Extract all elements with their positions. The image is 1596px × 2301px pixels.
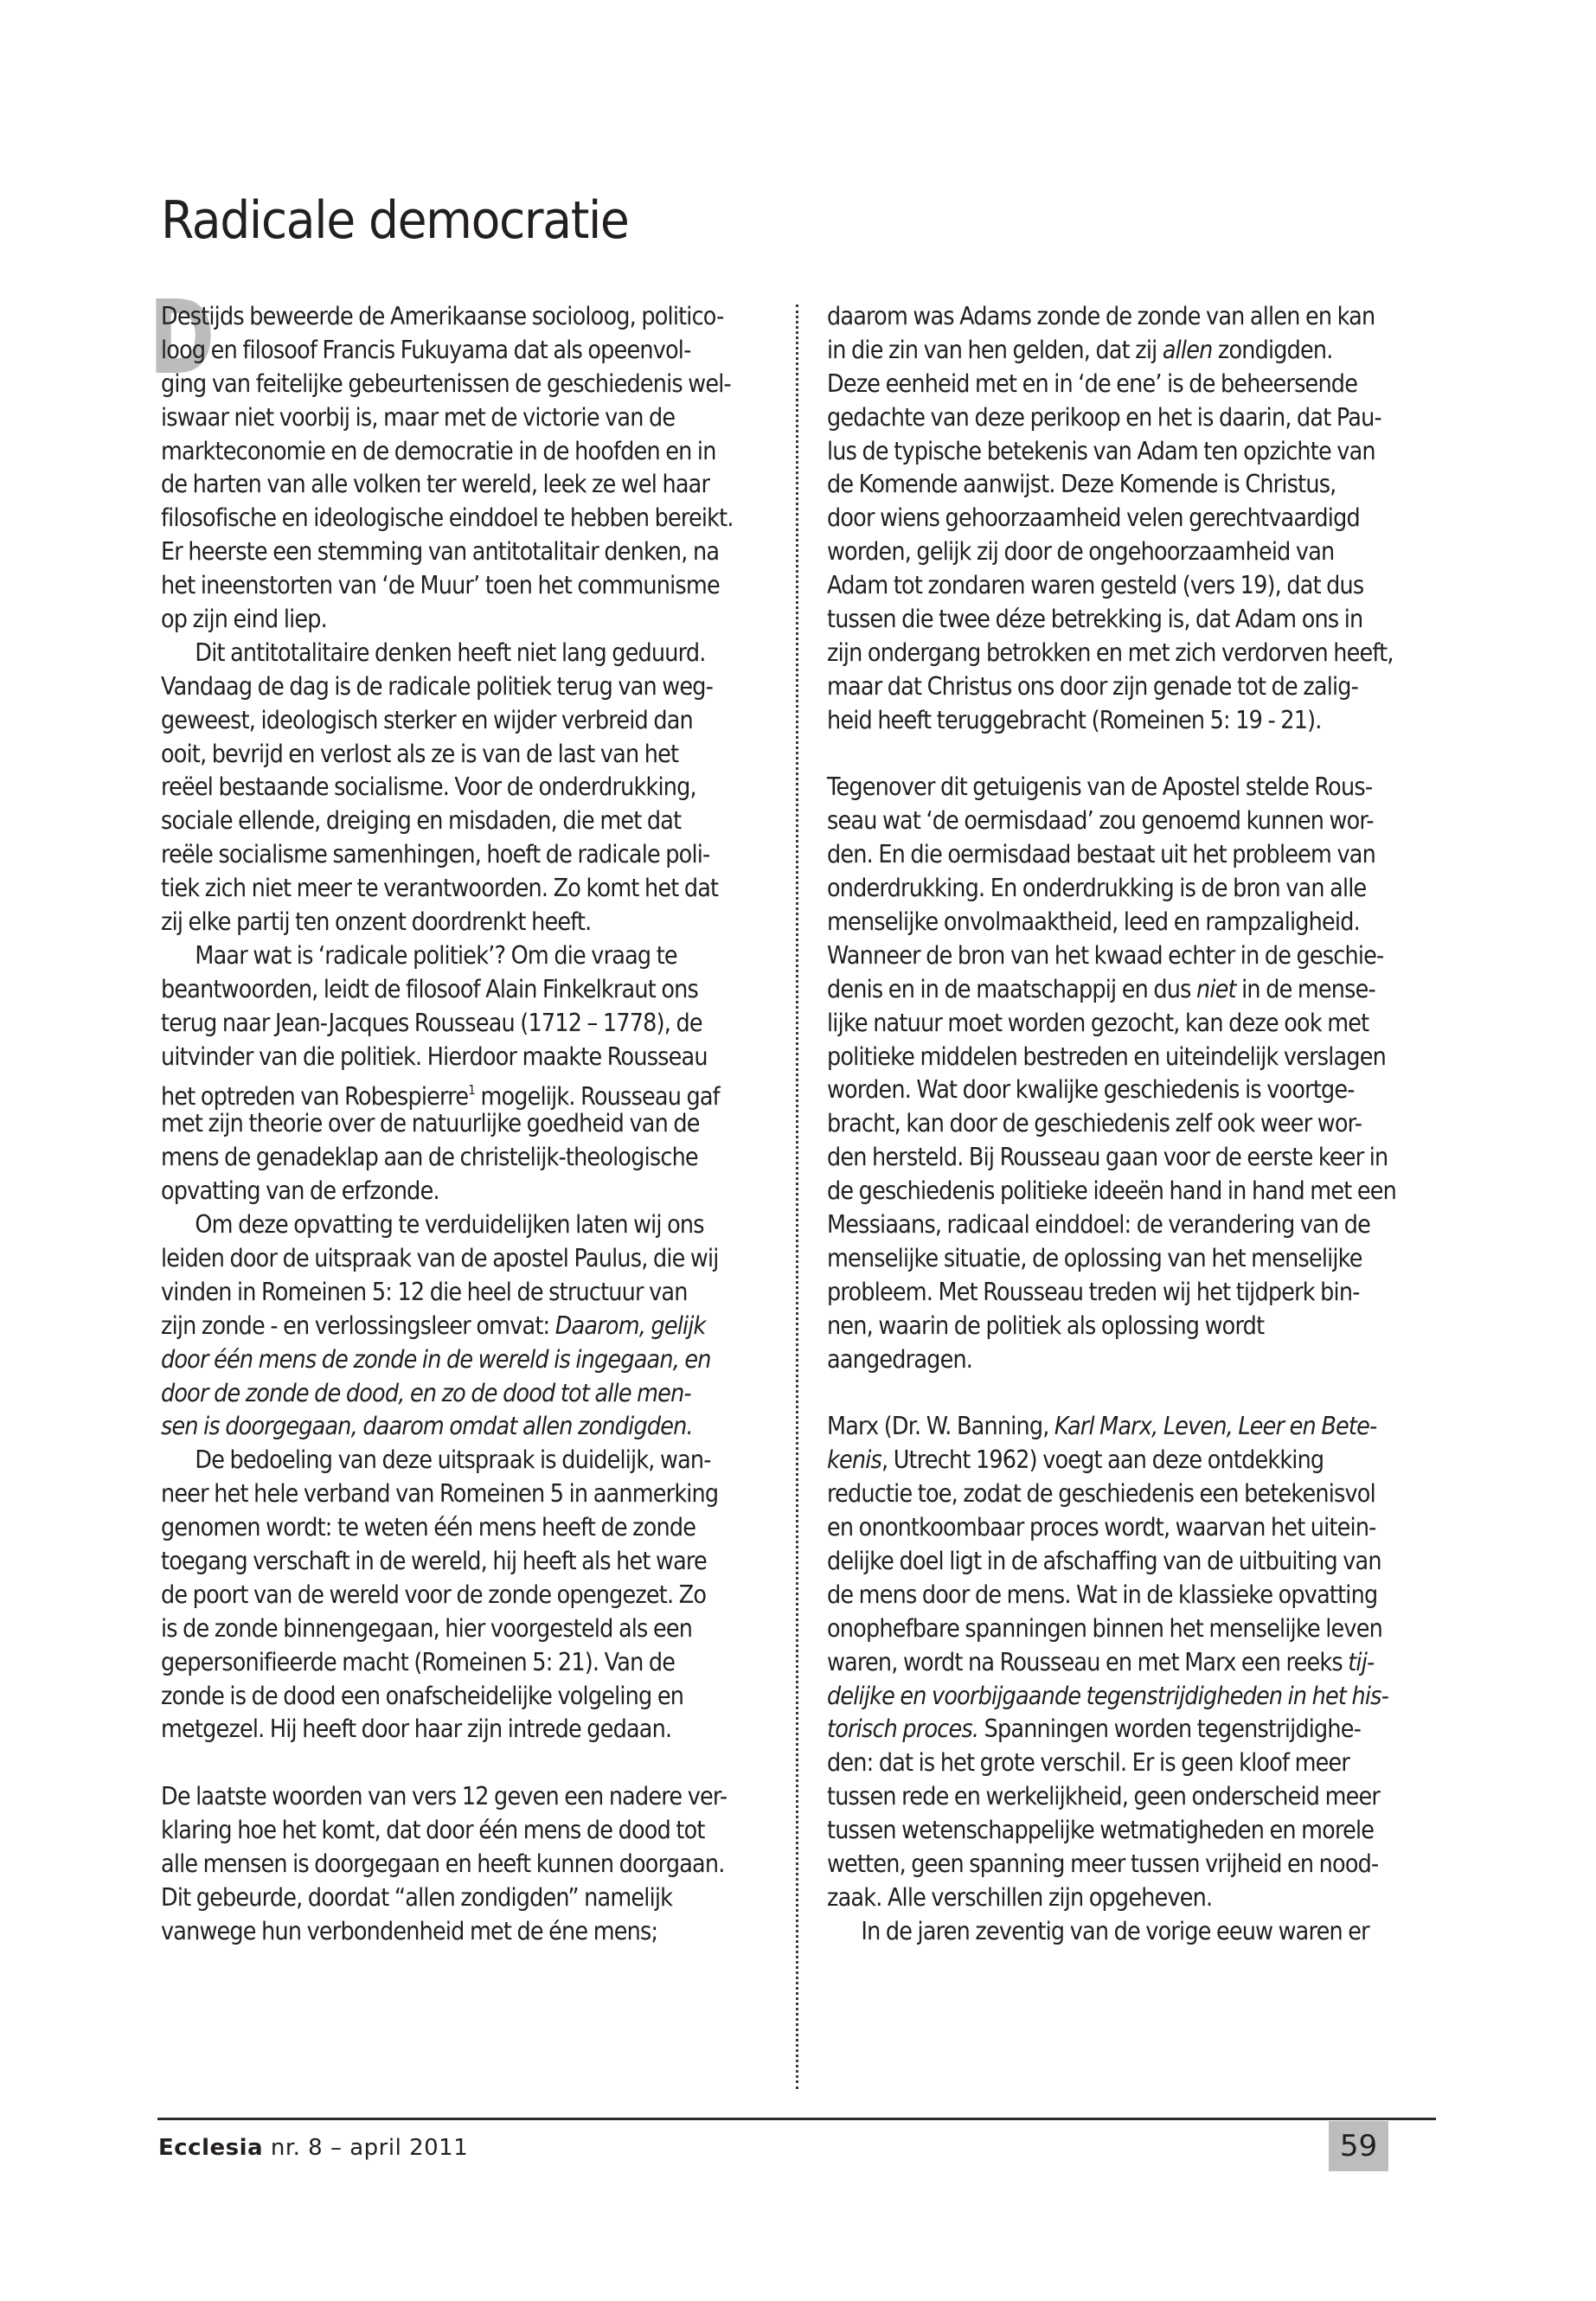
text-run: Messiaans, radicaal einddoel: de verandering van de: [827, 1210, 1371, 1240]
text-line: [161, 368, 731, 401]
text-line: [161, 1848, 726, 1881]
text-line: [161, 1646, 726, 1680]
text-run: leiden door de uitspraak van de apostel Paulus, die wij: [161, 1243, 719, 1272]
text-run: worden, gelijk zij door de ongehoorzaamheid van: [827, 537, 1335, 567]
text-line: [161, 1041, 726, 1074]
italic-text: Daarom, gelijk: [554, 1311, 706, 1340]
text-run: Wanneer de bron van het kwaad echter in de geschie-: [827, 940, 1384, 970]
text-run: heid heeft teruggebracht (Romeinen 5: 19 - 21).: [827, 705, 1322, 734]
text-run: Adam tot zondaren waren gesteld (vers 19), dat dus: [827, 571, 1364, 600]
text-line: [827, 1680, 1389, 1714]
text-run: het ineenstorten van ‘de Muur’ toen het communisme: [161, 571, 720, 600]
text-run: geweest, ideologisch sterker en wijder verbreid dan: [161, 705, 693, 734]
text-line: [827, 939, 1384, 973]
text-run: terug naar Jean-Jacques Rousseau (1712 – 1778), de: [161, 1008, 702, 1037]
text-run: onophefbare spanningen binnen het menselijke leven: [827, 1613, 1382, 1643]
text-line: [161, 1881, 726, 1915]
text-run: reële socialisme samenhingen, hoeft de radicale poli-: [161, 840, 710, 869]
text-run: Tegenover dit getuigenis van de Apostel stelde Rous-: [827, 772, 1373, 802]
text-line: [161, 1310, 726, 1343]
italic-text: niet: [1196, 974, 1236, 1003]
text-run: delijke doel ligt in de afschaffing van de uitbuiting van: [827, 1546, 1381, 1575]
column-divider: [796, 304, 798, 2089]
text-line: [827, 1310, 1378, 1343]
text-line: [827, 1175, 1396, 1208]
text-line: [827, 1747, 1378, 1780]
text-run: De bedoeling van deze uitspraak is duidelijk, wan-: [195, 1445, 711, 1475]
text-line: [161, 1242, 726, 1276]
text-line: [161, 1074, 726, 1112]
italic-text: allen: [1162, 335, 1213, 364]
text-run: neer het hele verband van Romeinen 5 in aanmerking: [161, 1479, 719, 1509]
text-line: [827, 435, 1378, 469]
text-run: filosofische en ideologische einddoel te hebben bereikt.: [161, 503, 734, 533]
text-run: zaak. Alle verschillen zijn opgeheven.: [827, 1882, 1213, 1912]
text-run: loog en filosoof Francis Fukuyama dat als opeenvol-: [161, 335, 691, 364]
text-line: [161, 872, 726, 906]
text-run: Dit antitotalitaire denken heeft niet lang geduurd.: [195, 638, 706, 667]
text-line: [827, 838, 1378, 872]
text-line: [161, 535, 726, 569]
text-run: genomen wordt: te weten één mens heeft de zonde: [161, 1513, 696, 1542]
text-line: [827, 1579, 1378, 1612]
text-run: worden. Wat door kwalijke geschiedenis is voortge-: [827, 1075, 1355, 1105]
text-line: [161, 300, 726, 334]
text-line: [827, 804, 1378, 838]
text-run: probleem. Met Rousseau treden wij het tijdperk bin-: [827, 1277, 1360, 1306]
text-line: [827, 1780, 1381, 1814]
text-run: seau wat ‘de oermisdaad’ zou genoemd kunnen wor-: [827, 806, 1374, 836]
text-line: [161, 637, 726, 670]
text-run: lijke natuur moet worden gezocht, kan deze ook met: [827, 1008, 1369, 1037]
text-line: [161, 973, 726, 1007]
text-run: menselijke onvolmaaktheid, leed en rampzaligheid.: [827, 907, 1360, 937]
text-run: tussen die twee déze betrekking is, dat Adam ons in: [827, 605, 1363, 634]
text-line: [827, 1612, 1382, 1646]
text-run: mens de genadeklap aan de christelijk-theologische: [161, 1143, 698, 1172]
text-line: [827, 906, 1378, 939]
text-run: Dit gebeurde, doordat “allen zondigden” namelijk: [161, 1882, 673, 1912]
footer-publication: [158, 2135, 468, 2161]
text-run: tiek zich niet meer te verantwoorden. Zo komt het dat: [161, 874, 719, 903]
text-line: [827, 1848, 1378, 1881]
text-line: [827, 1074, 1378, 1107]
text-run: opvatting van de erfzonde.: [161, 1176, 439, 1206]
text-line: [161, 906, 726, 939]
text-line: [161, 1343, 726, 1377]
text-line: [161, 1612, 726, 1646]
text-run: wetten, geen spanning meer tussen vrijheid en nood-: [827, 1849, 1379, 1878]
text-run: Vandaag de dag is de radicale politiek terug van weg-: [161, 671, 714, 701]
text-line: [161, 1208, 726, 1242]
left-column: [161, 300, 792, 1949]
text-line: [827, 1545, 1381, 1579]
text-line: [827, 1814, 1378, 1848]
text-line: [827, 1646, 1378, 1680]
text-line: [827, 1915, 1378, 1949]
text-line: [161, 603, 726, 637]
text-line: [827, 1410, 1378, 1444]
text-run: zijn zonde - en verlossingsleer omvat:: [161, 1311, 555, 1340]
text-run: tussen rede en werkelijkheid, geen onderscheid meer: [827, 1782, 1381, 1811]
text-run: zijn ondergang betrokken en met zich verdorven heeft,: [827, 638, 1394, 667]
text-line: [827, 1141, 1388, 1175]
text-line: [161, 1410, 726, 1444]
text-run: markteconomie en de democratie in de hoofden en in: [161, 436, 716, 465]
text-line: [827, 1343, 1378, 1377]
text-line: [827, 1007, 1378, 1041]
text-run: Spanningen worden tegenstrijdighe-: [978, 1715, 1362, 1744]
text-line: [827, 603, 1378, 637]
italic-text: Karl Marx, Leven, Leer en Bete-: [1054, 1412, 1377, 1441]
text-run: sociale ellende, dreiging en misdaden, die met dat: [161, 806, 682, 836]
text-run: lus de typische betekenis van Adam ten opzichte van: [827, 436, 1375, 465]
italic-text: tij-: [1348, 1647, 1375, 1676]
paragraph-gap: [827, 738, 1443, 772]
text-line: [161, 704, 726, 738]
text-line: [827, 670, 1378, 704]
text-run: zonde is de dood een onafscheidelijke volgeling en: [161, 1681, 684, 1710]
text-run: bracht, kan door de geschiedenis zelf ook weer wor-: [827, 1109, 1362, 1138]
text-line: [827, 468, 1378, 502]
text-line: [161, 804, 726, 838]
text-line: [161, 502, 734, 535]
text-line: [161, 1511, 726, 1545]
text-line: [161, 1915, 726, 1949]
text-line: [827, 368, 1378, 401]
italic-text: door één mens de zonde in de wereld is ingegaan, en: [161, 1344, 711, 1374]
text-line: [827, 637, 1394, 670]
text-line: [827, 1242, 1378, 1276]
text-run: Maar wat is ‘radicale politiek’? Om die vraag te: [195, 940, 677, 970]
text-line: [827, 872, 1378, 906]
text-run: tussen wetenschappelijke wetmatigheden en morele: [827, 1816, 1375, 1845]
text-line: [827, 1208, 1378, 1242]
text-line: [161, 334, 726, 368]
text-run: uitvinder van die politiek. Hierdoor maakte Rousseau: [161, 1042, 708, 1071]
text-line: [161, 1175, 726, 1208]
text-run: de poort van de wereld voor de zonde opengezet. Zo: [161, 1580, 707, 1609]
paragraph-gap: [827, 1377, 1443, 1411]
text-line: [827, 1511, 1378, 1545]
text-run: Deze eenheid met en in ‘de ene’ is de beheersende: [827, 369, 1358, 398]
text-line: [161, 1545, 726, 1579]
text-run: zondigden.: [1212, 335, 1333, 364]
text-run: beantwoorden, leidt de filosoof Alain Finkelkraut ons: [161, 974, 698, 1003]
text-line: [827, 771, 1378, 804]
text-run: toegang verschaft in de wereld, hij heeft als het ware: [161, 1546, 707, 1575]
text-line: [827, 569, 1378, 603]
text-run: de geschiedenis politieke ideeën hand in hand met een: [827, 1176, 1396, 1206]
text-run: De laatste woorden van vers 12 geven een nadere ver-: [161, 1782, 727, 1811]
text-line: [827, 401, 1381, 435]
page-title: Radicale democratie: [161, 190, 629, 251]
text-run: mogelijk. Rousseau gaf: [475, 1082, 720, 1112]
publication-name: Ecclesia: [158, 2135, 264, 2161]
text-run: den hersteld. Bij Rousseau gaan voor de eerste keer in: [827, 1143, 1388, 1172]
text-line: [161, 1107, 726, 1141]
text-line: [161, 435, 726, 469]
text-line: [827, 704, 1378, 738]
text-run: menselijke situatie, de oplossing van het menselijke: [827, 1243, 1362, 1272]
text-run: den: dat is het grote verschil. Er is geen kloof meer: [827, 1748, 1350, 1778]
text-run: daarom was Adams zonde de zonde van allen en kan: [827, 302, 1375, 330]
drop-cap: D: [149, 278, 215, 397]
italic-text: sen is doorgegaan, daarom omdat allen zondigden.: [161, 1412, 693, 1441]
text-line: [827, 973, 1378, 1007]
text-line: [161, 401, 726, 435]
text-line: [161, 1444, 726, 1477]
text-line: [161, 569, 726, 603]
text-run: en onontkoombaar proces wordt, waarvan het uitein-: [827, 1513, 1376, 1542]
issue-info: nr. 8 – april 2011: [263, 2135, 469, 2161]
text-run: onderdrukking. En onderdrukking is de bron van alle: [827, 874, 1367, 903]
text-run: Marx (Dr. W. Banning,: [827, 1412, 1054, 1441]
text-run: met zijn theorie over de natuurlijke goedheid van de: [161, 1109, 700, 1138]
text-run: reductie toe, zodat de geschiedenis een betekenisvol: [827, 1479, 1375, 1509]
text-run: nen, waarin de politiek als oplossing wordt: [827, 1311, 1265, 1340]
text-line: [827, 1444, 1378, 1477]
text-run: Er heerste een stemming van antitotalitair denken, na: [161, 537, 720, 567]
text-run: klaring hoe het komt, dat door één mens de dood tot: [161, 1816, 705, 1845]
text-run: alle mensen is doorgegaan en heeft kunnen doorgaan.: [161, 1849, 725, 1878]
right-column: [827, 300, 1443, 1949]
text-run: Om deze opvatting te verduidelijken laten wij ons: [195, 1210, 704, 1240]
text-line: [827, 502, 1378, 535]
text-run: gedachte van deze perikoop en het is daarin, dat Pau-: [827, 402, 1381, 432]
text-line: [161, 1780, 726, 1814]
text-run: is de zonde binnengegaan, hier voorgesteld als een: [161, 1613, 693, 1643]
page-number: 59: [1329, 2121, 1388, 2171]
text-line: [161, 939, 726, 973]
text-run: de Komende aanwijst. Deze Komende is Christus,: [827, 470, 1336, 499]
text-run: In de jaren zeventig van de vorige eeuw waren er: [861, 1916, 1369, 1945]
italic-text: kenis: [827, 1445, 881, 1475]
italic-text: delijke en voorbijgaande tegenstrijdigheden in het his-: [827, 1681, 1389, 1710]
text-line: [827, 1713, 1378, 1747]
text-run: maar dat Christus ons door zijn genade tot de zalig-: [827, 671, 1359, 701]
text-run: het optreden van Robespierre: [161, 1082, 469, 1112]
text-run: denis en in de maatschappij en dus: [827, 974, 1197, 1003]
text-line: [161, 771, 726, 804]
italic-text: torisch proces.: [827, 1715, 979, 1744]
footer-rule: [157, 2118, 1436, 2120]
text-line: [827, 334, 1378, 368]
text-run: door wiens gehoorzaamheid velen gerechtvaardigd: [827, 503, 1360, 533]
footnote-marker: 1: [468, 1082, 476, 1099]
text-run: in de mense-: [1235, 974, 1375, 1003]
text-line: [827, 535, 1378, 569]
text-run: Destijds beweerde de Amerikaanse socioloog, politico-: [161, 302, 724, 330]
text-run: aangedragen.: [827, 1344, 973, 1374]
text-run: ooit, bevrijd en verlost als ze is van de last van het: [161, 739, 679, 768]
text-line: [161, 1814, 726, 1848]
text-run: zij elke partij ten onzent doordrenkt heeft.: [161, 907, 592, 937]
text-run: waren, wordt na Rousseau en met Marx een reeks: [827, 1647, 1349, 1676]
text-line: [161, 1276, 726, 1310]
text-run: op zijn eind liep.: [161, 605, 327, 634]
text-run: de mens door de mens. Wat in de klassieke opvatting: [827, 1580, 1378, 1609]
text-line: [161, 738, 726, 772]
text-line: [161, 670, 726, 704]
text-run: iswaar niet voorbij is, maar met de victorie van de: [161, 402, 676, 432]
text-run: metgezel. Hij heeft door haar zijn intrede gedaan.: [161, 1715, 672, 1744]
italic-text: door de zonde de dood, en zo de dood tot alle men-: [161, 1378, 691, 1407]
text-run: den. En die oermisdaad bestaat uit het probleem van: [827, 840, 1375, 869]
text-line: [827, 300, 1378, 334]
text-run: reëel bestaande socialisme. Voor de onderdrukking,: [161, 772, 696, 802]
text-run: de harten van alle volken ter wereld, leek ze wel haar: [161, 470, 710, 499]
text-line: [161, 1680, 726, 1714]
text-line: [161, 1579, 726, 1612]
text-line: [161, 1377, 726, 1411]
paragraph-gap: [161, 1747, 792, 1780]
text-run: gepersonifieerde macht (Romeinen 5: 21). Van de: [161, 1647, 676, 1676]
text-line: [161, 1007, 726, 1041]
text-run: in die zin van hen gelden, dat zij: [827, 335, 1163, 364]
text-line: [161, 1477, 726, 1511]
text-run: politieke middelen bestreden en uiteindelijk verslagen: [827, 1042, 1386, 1071]
text-line: [161, 1713, 726, 1747]
text-line: [827, 1477, 1378, 1511]
text-line: [827, 1881, 1378, 1915]
text-line: [161, 1141, 726, 1175]
text-line: [827, 1276, 1378, 1310]
text-line: [161, 838, 726, 872]
text-run: vanwege hun verbondenheid met de éne mens;: [161, 1916, 658, 1945]
text-run: vinden in Romeinen 5: 12 die heel de structuur van: [161, 1277, 688, 1306]
text-line: [161, 468, 726, 502]
text-line: [827, 1107, 1378, 1141]
text-run: , Utrecht 1962) voegt aan deze ontdekking: [881, 1445, 1324, 1475]
text-run: ging van feitelijke gebeurtenissen de geschiedenis wel-: [161, 369, 731, 398]
text-line: [827, 1041, 1386, 1074]
